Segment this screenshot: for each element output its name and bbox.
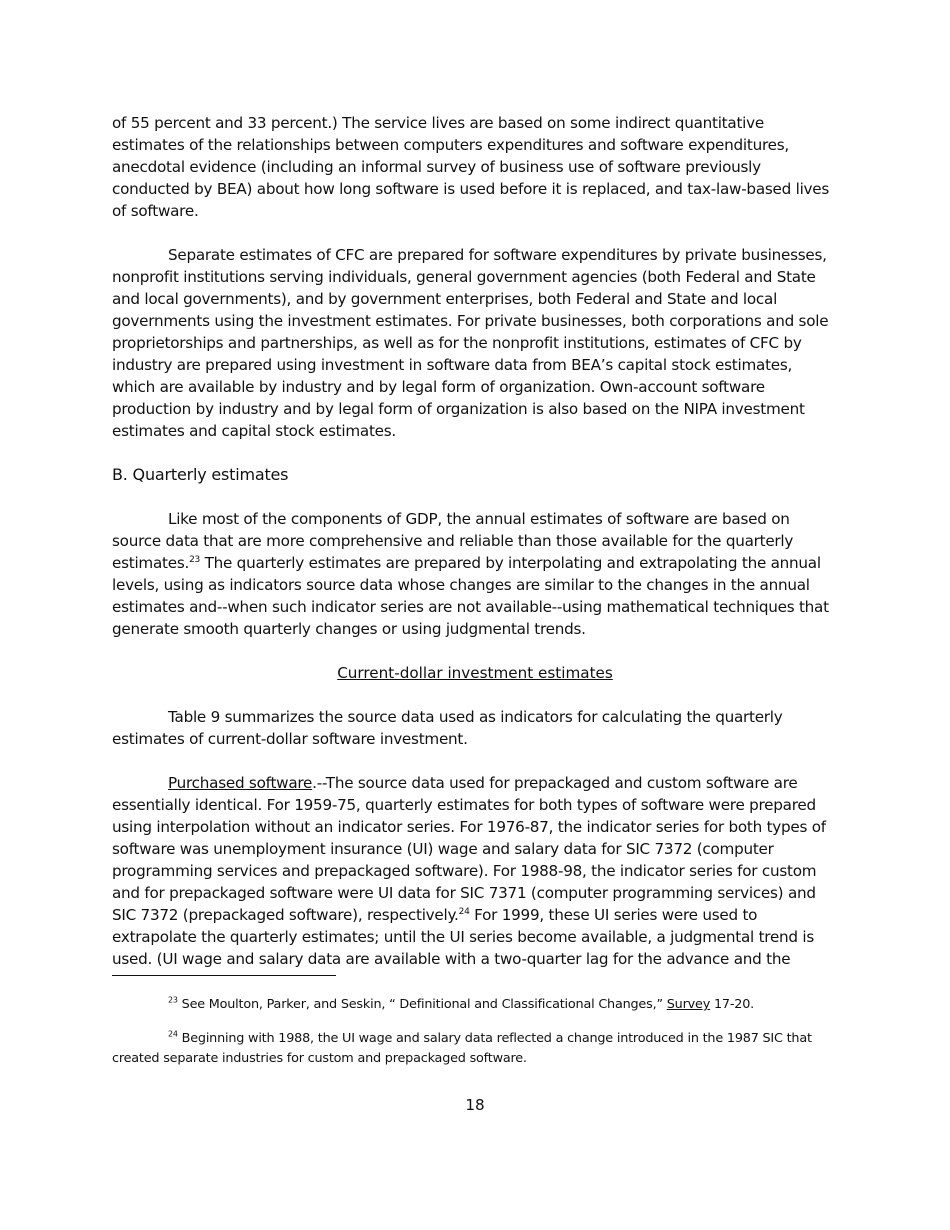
footnote-text: Beginning with 1988, the UI wage and salary data reflected a change introduced in the 1987 SIC that created separate industries for custom and prepackaged software. — [112, 1031, 812, 1066]
section-heading-quarterly: B. Quarterly estimates — [112, 465, 289, 484]
document-body — [112, 112, 838, 970]
footnote-23 — [112, 995, 838, 1015]
survey-link[interactable]: Survey — [666, 997, 711, 1012]
paragraph-quarterly-intro — [112, 508, 838, 640]
subheading-current-dollar — [112, 662, 838, 684]
text-span: The quarterly estimates are prepared by interpolating and extrapolating the annual levels, using as indicators source data whose changes are similar to the changes in the annual estimates and--when such indicator series are not available--using mathematical techniques that generate smooth quarterly changes or using judgmental trends. — [112, 554, 829, 638]
paragraph-table-9: Table 9 summarizes the source data used as indicators for calculating the quarterly estimates of current-dollar software investment. — [112, 708, 783, 748]
footnotes — [112, 995, 838, 1069]
paragraph-cfc-estimates: Separate estimates of CFC are prepared for software expenditures by private businesses, nonprofit institutions serving individuals, general government agencies (both Federal and State and local governments), and by government enterprises, both Federal and State and local governments using the investment estimates. For private businesses, both corporations and sole proprietorships and partnerships, as well as for the nonprofit institutions, estimates of CFC by industry are prepared using investment in software data from BEA’s capital stock estimates, which are available by industry and by legal form of organization. Own-account software production by industry and by legal form of organization is also based on the NIPA investment estimates and capital stock estimates. — [112, 246, 829, 440]
footnote-text: 17-20. — [710, 997, 754, 1012]
footnote-text: See Moulton, Parker, and Seskin, “ Definitional and Classificational Changes,” — [177, 997, 667, 1012]
text-span: .--The source data used for prepackaged and custom software are essentially identical. For 1959-75, quarterly estimates for both types of software were prepared using interpolation without an indicator series. For 1976-87, the indicator series for both types of software was unemployment insurance (UI) wage and salary data for SIC 7372 (computer programming services and prepackaged software). For 1988-98, the indicator series for custom and for prepackaged software were UI data for SIC 7371 (computer programming services) and SIC 7372 (prepackaged software), respectively. — [112, 774, 826, 924]
text-span: Like most of the components of GDP, the annual estimates of software are based on source data that are more comprehensive and reliable than those available for the quarterly estimates. — [112, 510, 794, 572]
footnote-24 — [112, 1029, 838, 1069]
subheading-text: Current-dollar investment estimates — [337, 664, 613, 682]
footnote-ref-24[interactable]: 24 — [458, 906, 470, 917]
footnote-mark: 23 — [168, 995, 178, 1005]
text-span: For 1999, these UI series were used to extrapolate the quarterly estimates; until the UI series become available, a judgmental trend is used. (UI wage and salary data are available with a two-quarter lag for the advance and the — [112, 906, 815, 968]
footnote-ref-23[interactable]: 23 — [189, 554, 201, 565]
footnote-separator — [112, 975, 336, 976]
page-number: 18 — [465, 1096, 485, 1114]
run-in-heading: Purchased software — [168, 774, 313, 792]
paragraph-purchased-software — [112, 772, 838, 970]
paragraph-service-lives: of 55 percent and 33 percent.) The service lives are based on some indirect quantitative estimates of the relationships between computers expenditures and software expenditures, anecdotal evidence (including an informal survey of business use of software previously conducted by BEA) about how long software is used before it is replaced, and tax-law-based lives of software. — [112, 114, 830, 220]
footnote-mark: 24 — [168, 1029, 178, 1039]
